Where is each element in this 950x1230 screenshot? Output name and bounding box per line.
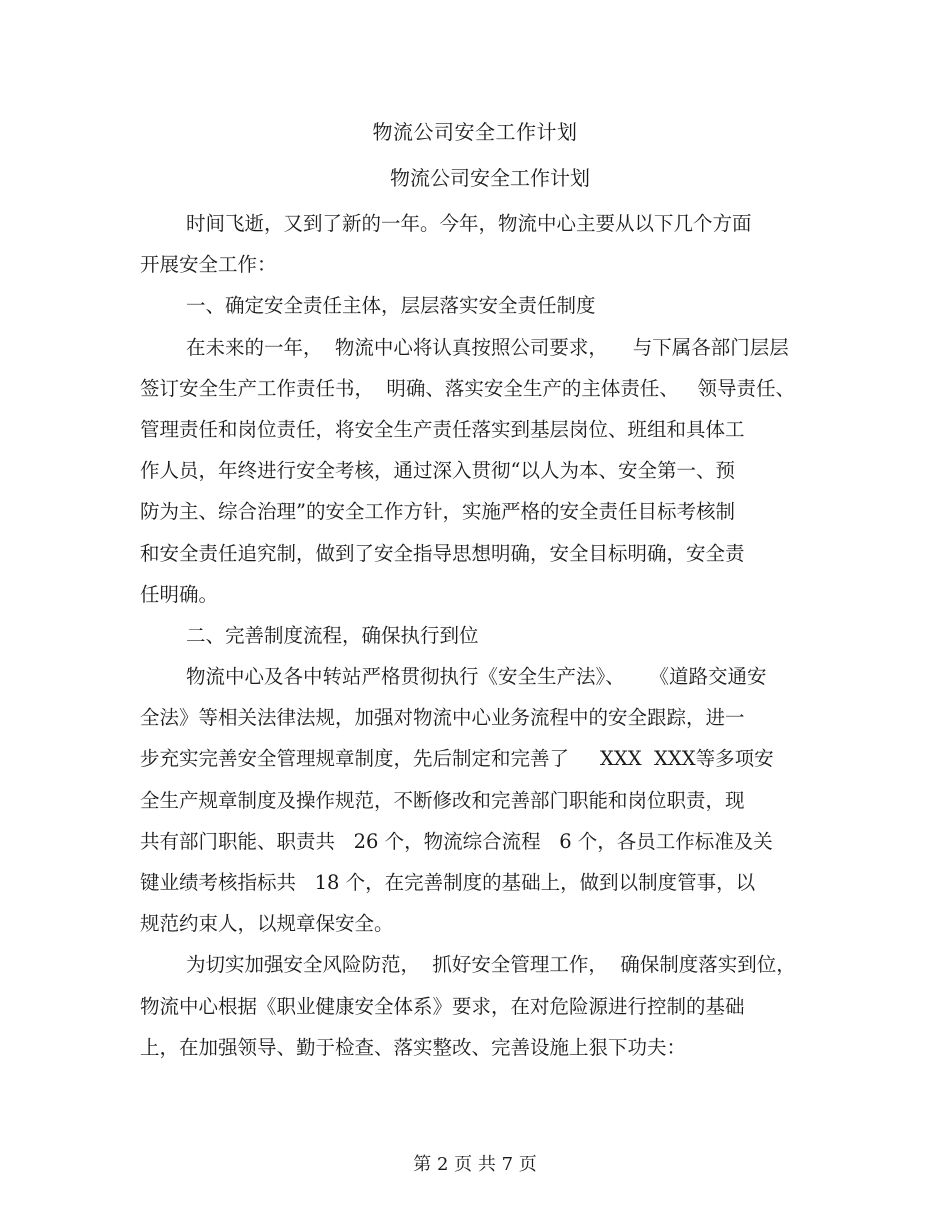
paragraph-line: 防为主、综合治理”的安全工作方针，实施严格的安全责任目标考核制 — [140, 500, 735, 524]
paragraph-line: 为切实加强安全风险防范， 抓好安全管理工作， 确保制度落实到位， — [186, 953, 796, 977]
paragraph-line: 签订安全生产工作责任书， 明确、落实安全生产的主体责任、 领导责任、 — [140, 376, 795, 400]
document-title: 物流公司安全工作计划 — [372, 120, 578, 144]
paragraph-line: 作人员，年终进行安全考核，通过深入贯彻“以人为本、安全第一、预 — [140, 459, 735, 483]
paragraph-line: 任明确。 — [140, 582, 219, 606]
section-heading: 二、完善制度流程，确保执行到位 — [186, 623, 479, 647]
paragraph-line: 全法》等相关法律法规，加强对物流中心业务流程中的安全跟踪，进一 — [140, 706, 745, 730]
paragraph-line: 物流中心及各中转站严格贯彻执行《安全生产法》、 《道路交通安 — [186, 665, 767, 689]
document-body — [140, 203, 830, 1068]
paragraph-line: 键业绩考核指标共 18 个，在完善制度的基础上，做到以制度管事，以 — [140, 871, 756, 894]
paragraph-line: 共有部门职能、职责共 26 个，物流综合流程 6 个，各员工作标准及关 — [140, 829, 773, 853]
page-footer: 第 2 页 共 7 页 — [413, 1154, 537, 1175]
paragraph-line: 步充实完善安全管理规章制度，先后制定和完善了 XXX XXX等多项安 — [140, 747, 774, 771]
paragraph-line: 管理责任和岗位责任，将安全生产责任落实到基层岗位、班组和具体工 — [140, 417, 745, 441]
paragraph-line: 规范约束人，以规章保安全。 — [140, 912, 394, 936]
section-heading: 一、确定安全责任主体，层层落实安全责任制度 — [186, 294, 596, 318]
paragraph-line: 和安全责任追究制，做到了安全指导思想明确，安全目标明确，安全责 — [140, 541, 745, 565]
paragraph-line: 开展安全工作： — [140, 253, 277, 277]
paragraph-line: 在未来的一年， 物流中心将认真按照公司要求， 与下属各部门层层 — [186, 335, 789, 359]
document-subtitle: 物流公司安全工作计划 — [390, 166, 590, 190]
paragraph-line: 时间飞逝，又到了新的一年。今年，物流中心主要从以下几个方面 — [186, 212, 752, 235]
paragraph-line: 上，在加强领导、勤于检查、落实整改、完善设施上狠下功夫： — [140, 1035, 687, 1059]
paragraph-line: 物流中心根据《职业健康安全体系》要求，在对危险源进行控制的基础 — [140, 994, 745, 1018]
paragraph-line: 全生产规章制度及操作规范，不断修改和完善部门职能和岗位职责，现 — [140, 788, 745, 812]
